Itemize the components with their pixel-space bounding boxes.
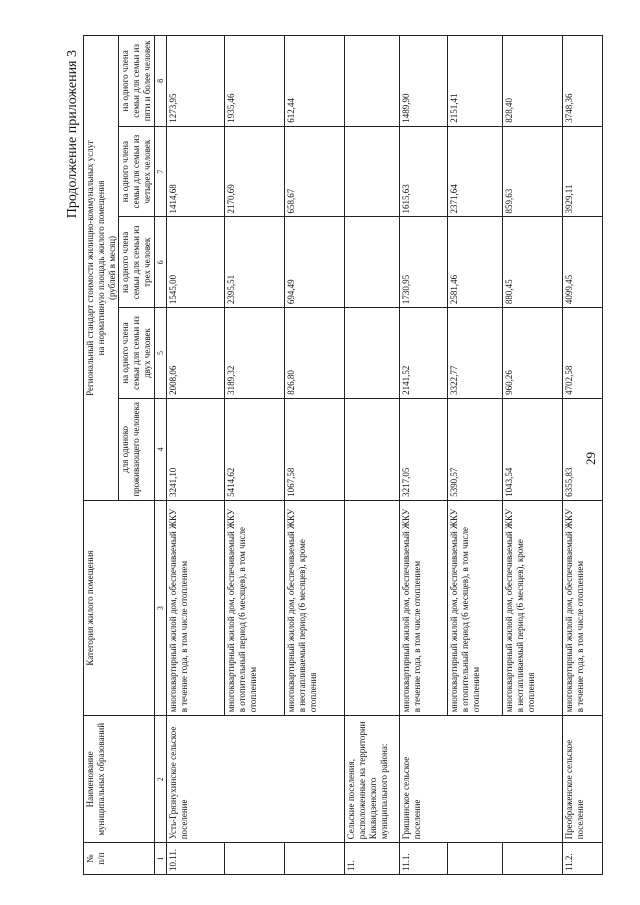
row-category <box>345 500 400 715</box>
row-num: 11. <box>345 843 400 875</box>
row-value-1: 1043,54 <box>503 398 563 500</box>
row-value-4: 859,63 <box>503 126 563 217</box>
header-standard: Региональный стандарт стоимости жилищно-коммунальных услуг на нормативную площадь жилого помещения (рублей в месяц) <box>84 36 119 501</box>
row-num: 10.11. <box>167 843 225 875</box>
row-name: Гришинское сельское поселение <box>400 716 563 843</box>
header-category: Категория жилого помещения <box>84 500 155 715</box>
row-value-2: 826,80 <box>285 308 345 399</box>
header-sub-2: на одного члена семьи для семьи из двух человек <box>119 308 154 399</box>
column-index: 8 <box>154 36 167 127</box>
row-num <box>503 843 563 875</box>
row-value-2 <box>345 308 400 399</box>
row-value-4: 1615,63 <box>400 126 448 217</box>
row-value-1 <box>345 398 400 500</box>
header-sub-4: на одного члена семьи для семьи из четырех человек <box>119 126 154 217</box>
row-value-5: 828,40 <box>503 36 563 127</box>
row-category: многоквартирный жилой дом, обеспечиваемый ЖКУ в отопительный период (6 месяцев), в том числе отоплением <box>448 500 503 715</box>
appendix-note: Продолжение приложения 3 <box>65 50 80 219</box>
table-row <box>167 36 225 875</box>
header-num: № п/п <box>84 843 155 875</box>
row-category: многоквартирный жилой дом, обеспечиваемый ЖКУ в течение года, в том числе отоплением <box>167 500 225 715</box>
header-municipality: Наименование муниципальных образований <box>84 716 155 843</box>
row-category: многоквартирный жилой дом, обеспечиваемый ЖКУ в неотапливаемый период (6 месяцев), кроме отопления <box>285 500 345 715</box>
column-index: 3 <box>154 500 167 715</box>
row-value-5: 3748,36 <box>563 36 603 127</box>
column-index: 7 <box>154 126 167 217</box>
row-value-1: 5390,57 <box>448 398 503 500</box>
row-value-1: 1067,58 <box>285 398 345 500</box>
row-value-1: 3217,05 <box>400 398 448 500</box>
row-value-3 <box>345 217 400 308</box>
row-category: многоквартирный жилой дом, обеспечиваемый ЖКУ в неотапливаемый период (6 месяцев), кроме отопления <box>503 500 563 715</box>
table-row <box>563 36 603 875</box>
row-name: Усть-Грязнухинское сельское поселение <box>167 716 345 843</box>
row-num <box>448 843 503 875</box>
table-row <box>400 36 448 875</box>
row-value-1: 3241,10 <box>167 398 225 500</box>
row-name: Преображенское сельское поселение <box>563 716 603 843</box>
row-value-2: 3189,32 <box>225 308 285 399</box>
row-value-3: 1730,95 <box>400 217 448 308</box>
row-category: многоквартирный жилой дом, обеспечиваемый ЖКУ в течение года, в том числе отоплением <box>400 500 448 715</box>
column-index-row <box>154 36 167 875</box>
row-num: 11.1. <box>400 843 448 875</box>
row-value-5 <box>345 36 400 127</box>
row-value-4: 2371,64 <box>448 126 503 217</box>
row-value-3: 2395,51 <box>225 217 285 308</box>
row-num <box>225 843 285 875</box>
page-number: 29 <box>583 452 598 465</box>
header-sub-5: на одного члена семьи для семьи из пяти и более человек <box>119 36 154 127</box>
table-row <box>345 36 400 875</box>
row-value-2: 4702,58 <box>563 308 603 399</box>
row-value-4 <box>345 126 400 217</box>
column-index: 1 <box>154 843 167 875</box>
row-value-4: 1414,68 <box>167 126 225 217</box>
row-value-3: 2581,46 <box>448 217 503 308</box>
column-index: 5 <box>154 308 167 399</box>
row-category: многоквартирный жилой дом, обеспечиваемый ЖКУ в течение года, в том числе отоплением <box>563 500 603 715</box>
row-value-3: 880,45 <box>503 217 563 308</box>
row-value-4: 3929,11 <box>563 126 603 217</box>
column-index: 4 <box>154 398 167 500</box>
header-sub-3: на одного члена семьи для семьи из трех человек <box>119 217 154 308</box>
column-index: 2 <box>154 716 167 843</box>
row-value-2: 2008,06 <box>167 308 225 399</box>
row-value-2: 3322,77 <box>448 308 503 399</box>
header-sub-1: для одиноко проживающего человека <box>119 398 154 500</box>
row-value-1: 5414,62 <box>225 398 285 500</box>
row-value-5: 2151,41 <box>448 36 503 127</box>
row-value-3: 1545,00 <box>167 217 225 308</box>
row-value-2: 2141,52 <box>400 308 448 399</box>
row-num: 11.2. <box>563 843 603 875</box>
row-category: многоквартирный жилой дом, обеспечиваемый ЖКУ в отопительный период (6 месяцев), в том числе отоплением <box>225 500 285 715</box>
tariff-table <box>83 35 603 875</box>
row-value-3: 694,49 <box>285 217 345 308</box>
row-num <box>285 843 345 875</box>
column-index: 6 <box>154 217 167 308</box>
row-name: Сельские поселения, расположенные на территории Киквидзенского муниципального района: <box>345 716 400 843</box>
row-value-3: 4099,45 <box>563 217 603 308</box>
row-value-2: 960,26 <box>503 308 563 399</box>
row-value-5: 1489,90 <box>400 36 448 127</box>
row-value-5: 612,44 <box>285 36 345 127</box>
row-value-5: 1935,46 <box>225 36 285 127</box>
row-value-4: 658,67 <box>285 126 345 217</box>
row-value-5: 1273,95 <box>167 36 225 127</box>
row-value-1: 6355,83 <box>563 398 603 500</box>
row-value-4: 2170,69 <box>225 126 285 217</box>
